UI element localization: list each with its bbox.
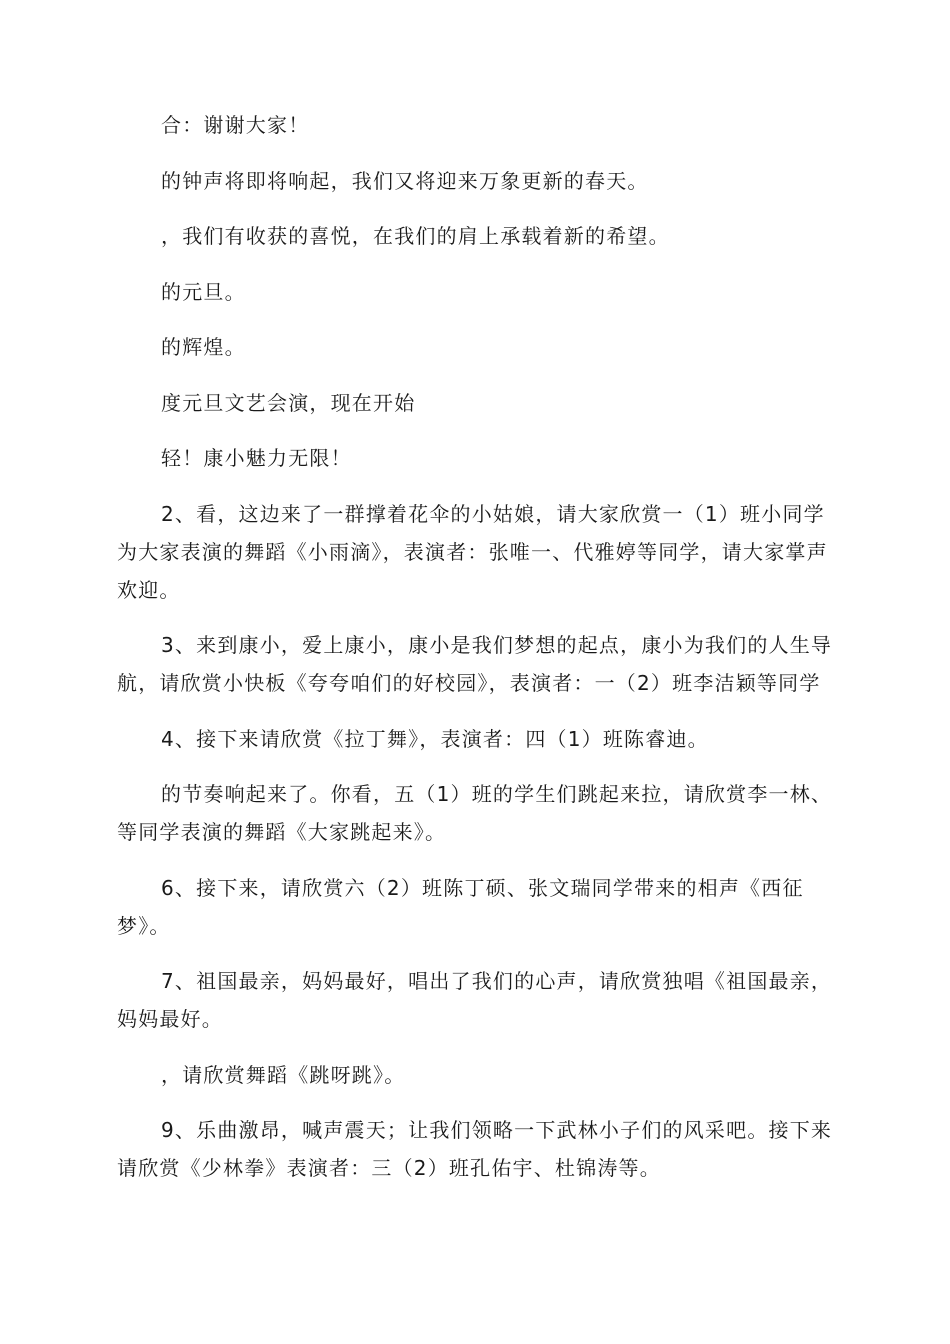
paragraph-bell: 的钟声将即将响起，我们又将迎来万象更新的春天。 (161, 168, 649, 193)
paragraph-item-8: ，请欣赏舞蹈《跳呀跳》。 (161, 1062, 406, 1087)
document-body (117, 106, 833, 1205)
paragraph-item-4: 4、接下来请欣赏《拉丁舞》，表演者：四（1）班陈睿迪。 (161, 726, 709, 751)
paragraph-item-6: 6、接下来，请欣赏六（2）班陈丁硕、张文瑞同学带来的相声《西征梦》。 (117, 875, 804, 938)
paragraph-harvest: ，我们有收获的喜悦，在我们的肩上承载着新的希望。 (161, 224, 670, 248)
paragraph-item-5: 的节奏响起来了。你看，五（1）班的学生们跳起来拉，请欣赏李一林、等同学表演的舞蹈《大家跳起来》。 (117, 782, 833, 844)
paragraph-item-2: 2、看，这边来了一群撑着花伞的小姑娘，请大家欣赏一（1）班小同学为大家表演的舞蹈《小雨滴》，表演者：张唯一、代雅婷等同学，请大家掌声欢迎。 (117, 501, 828, 602)
paragraph-item-9: 9、乐曲激昂，喊声震天；让我们领略一下武林小子们的风采吧。接下来请欣赏《少林拳》表演者：三（2）班孔佑宇、杜锦涛等。 (117, 1118, 833, 1180)
paragraph-item-3: 3、来到康小，爱上康小，康小是我们梦想的起点，康小为我们的人生导航，请欣赏小快板《夸夸咱们的好校园》，表演者：一（2）班李洁颖等同学 (117, 633, 833, 695)
paragraph-show-start: 度元旦文艺会演，现在开始 (161, 390, 416, 415)
paragraph-item-7: 7、祖国最亲，妈妈最好，唱出了我们的心声，请欣赏独唱《祖国最亲，妈妈最好。 (117, 969, 833, 1031)
paragraph-closing-thanks: 合：谢谢大家！ (161, 113, 310, 137)
paragraph-charm: 轻！康小魅力无限！ (161, 446, 352, 470)
paragraph-glory: 的辉煌。 (161, 335, 246, 359)
paragraph-new-year: 的元旦。 (161, 279, 246, 304)
